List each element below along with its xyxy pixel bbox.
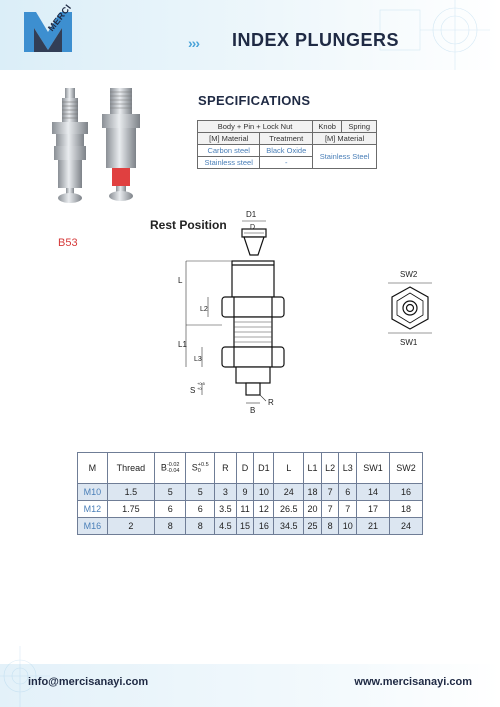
title-chevrons: ››› <box>188 35 199 51</box>
dim-header-m: M <box>78 453 108 484</box>
table-cell: 7 <box>321 501 339 518</box>
logo-text: MERCI <box>46 2 74 34</box>
dim-header-s-tol-bot: 0 <box>197 468 201 474</box>
table-cell: 6 <box>186 501 215 518</box>
dim-header-thread: Thread <box>107 453 154 484</box>
drawing-label-s: S <box>190 386 196 395</box>
table-cell: 3 <box>215 484 237 501</box>
table-cell: 15 <box>236 518 254 535</box>
footer-website-link[interactable]: www.mercisanayi.com <box>354 676 472 688</box>
table-cell: 6 <box>155 501 186 518</box>
table-cell: 16 <box>390 484 423 501</box>
specifications-table <box>197 120 377 169</box>
table-cell: 8 <box>155 518 186 535</box>
drawing-label-sw1: SW1 <box>400 338 418 347</box>
merci-logo <box>22 2 74 56</box>
table-cell: 6 <box>339 484 357 501</box>
table-cell: 3.5 <box>215 501 237 518</box>
table-cell: 18 <box>390 501 423 518</box>
table-cell: 1.5 <box>107 484 154 501</box>
plunger-outline <box>222 229 284 395</box>
spec-group-spring: Spring <box>342 121 377 133</box>
table-cell: M16 <box>78 518 108 535</box>
table-cell: M12 <box>78 501 108 518</box>
spec-material-stainless: Stainless steel <box>198 157 260 169</box>
table-cell: 20 <box>304 501 322 518</box>
table-cell: 2 <box>107 518 154 535</box>
spec-col-material-knob-spring: [M] Material <box>313 133 377 145</box>
table-cell: 10 <box>254 484 274 501</box>
spec-treatment-none: - <box>260 157 313 169</box>
table-row <box>78 518 423 535</box>
table-cell: 5 <box>155 484 186 501</box>
dim-header-l2: L2 <box>321 453 339 484</box>
dim-header-r: R <box>215 453 237 484</box>
table-cell: 5 <box>186 484 215 501</box>
hex-end-view <box>392 287 428 329</box>
table-cell: 10 <box>339 518 357 535</box>
product-photo <box>40 84 150 208</box>
footer-email-link[interactable]: info@mercisanayi.com <box>28 676 149 688</box>
specifications-title: SPECIFICATIONS <box>198 93 311 108</box>
table-cell: 12 <box>254 501 274 518</box>
table-cell: 24 <box>274 484 304 501</box>
table-cell: 7 <box>339 501 357 518</box>
dim-header-d: D <box>236 453 254 484</box>
dim-header-b <box>155 453 186 484</box>
table-cell: 34.5 <box>274 518 304 535</box>
table-cell: 8 <box>186 518 215 535</box>
table-cell: 18 <box>304 484 322 501</box>
plunger-stainless <box>52 88 88 203</box>
dim-header-b-tol-top: -0.02 <box>166 462 180 468</box>
drawing-label-b: B <box>250 406 256 415</box>
drawing-label-sw2: SW2 <box>400 270 418 279</box>
spec-knob-spring-material: Stainless Steel <box>313 145 377 169</box>
table-cell: 11 <box>236 501 254 518</box>
table-cell: 4.5 <box>215 518 237 535</box>
dim-header-l1: L1 <box>304 453 322 484</box>
dim-header-d1: D1 <box>254 453 274 484</box>
table-cell: M10 <box>78 484 108 501</box>
spec-col-treatment: Treatment <box>260 133 313 145</box>
table-cell: 9 <box>236 484 254 501</box>
drawing-label-l2: L2 <box>200 306 208 313</box>
spec-col-material: [M] Material <box>198 133 260 145</box>
dim-header-sw1: SW1 <box>357 453 390 484</box>
dim-header-l: L <box>274 453 304 484</box>
dim-header-s-tol-top: +0.5 <box>197 462 209 468</box>
table-cell: 16 <box>254 518 274 535</box>
spec-material-carbon: Carbon steel <box>198 145 260 157</box>
dim-header-b-label: B <box>160 462 167 473</box>
table-cell: 21 <box>357 518 390 535</box>
drawing-label-d1: D1 <box>246 210 257 219</box>
drawing-label-r: R <box>268 398 274 407</box>
dim-header-s <box>186 453 215 484</box>
spec-treatment-oxide: Black Oxide <box>260 145 313 157</box>
table-cell: 17 <box>357 501 390 518</box>
drawing-label-l: L <box>178 276 183 285</box>
dim-header-s-label: S <box>191 462 198 473</box>
table-cell: 24 <box>390 518 423 535</box>
spec-group-knob: Knob <box>313 121 342 133</box>
table-cell: 7 <box>321 484 339 501</box>
drawing-label-l1: L1 <box>178 340 187 349</box>
dimensions-header-row <box>78 453 423 484</box>
plunger-carbon <box>102 88 140 201</box>
drawing-label-l3: L3 <box>194 356 202 363</box>
footer-decoration <box>0 626 60 707</box>
drawing-label-s-tol-bot: +0 <box>197 386 202 391</box>
table-cell: 8 <box>321 518 339 535</box>
table-cell: 25 <box>304 518 322 535</box>
technical-drawing <box>150 205 450 425</box>
table-cell: 14 <box>357 484 390 501</box>
page-title: INDEX PLUNGERS <box>232 30 400 50</box>
table-cell: 26.5 <box>274 501 304 518</box>
table-cell: 1.75 <box>107 501 154 518</box>
spec-group-body: Body + Pin + Lock Nut <box>198 121 313 133</box>
dimensions-table <box>77 452 423 535</box>
table-row <box>78 484 423 501</box>
model-code: B53 <box>58 237 78 249</box>
drawing-label-d: D <box>250 224 256 231</box>
table-row <box>78 501 423 518</box>
dim-header-b-tol-bot: -0.04 <box>166 468 180 474</box>
dim-header-l3: L3 <box>339 453 357 484</box>
rest-position-label: Rest Position <box>150 218 227 232</box>
dim-header-sw2: SW2 <box>390 453 423 484</box>
drawing-label-s-tol-top: +0.5 <box>197 381 205 386</box>
